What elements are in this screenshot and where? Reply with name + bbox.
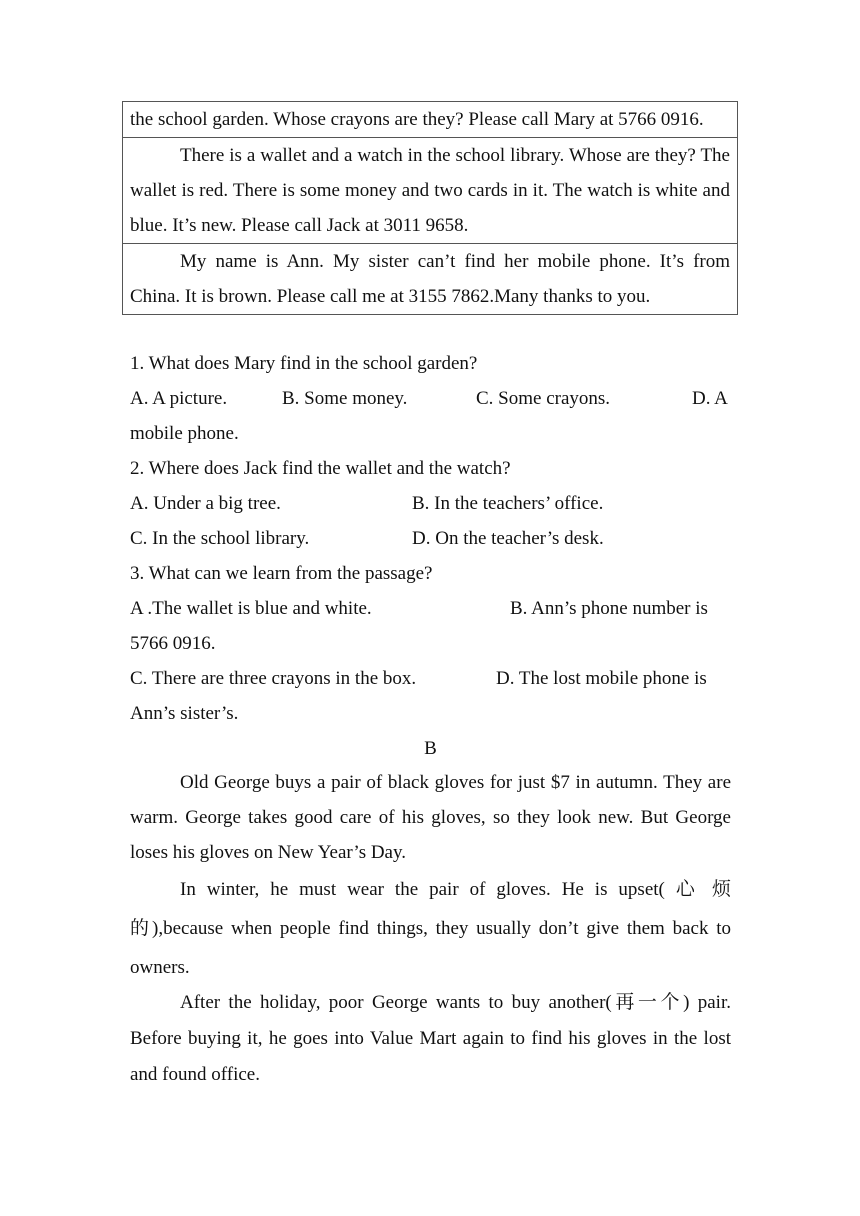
q3-option-b: B. Ann’s phone number is <box>510 598 708 619</box>
q1-option-d-continued: mobile phone. <box>130 423 239 444</box>
q1-option-a: A. A picture. <box>130 388 228 409</box>
lost-and-found-notices-table <box>122 101 738 315</box>
question-1-stem: 1. What does Mary find in the school garden? <box>130 353 478 374</box>
q1-option-d: D. A <box>692 388 728 409</box>
question-2-stem: 2. Where does Jack find the wallet and the watch? <box>130 458 511 479</box>
q1-option-c: C. Some crayons. <box>476 388 611 409</box>
notice-mary: the school garden. Whose crayons are they? Please call Mary at 5766 0916. <box>123 102 738 138</box>
q3-option-a: A .The wallet is blue and white. <box>130 598 372 619</box>
q2-option-b: B. In the teachers’ office. <box>412 493 604 514</box>
q3-option-c: C. There are three crayons in the box. <box>130 668 417 689</box>
q1-option-b: B. Some money. <box>282 388 408 409</box>
section-b-paragraph-3: After the holiday, poor George wants to buy another(再一个) pair. Before buying it, he goes into Value Mart again to find his gloves in the lost and found office. <box>130 992 731 1085</box>
notice-row <box>123 244 738 315</box>
section-b-paragraph-1: Old George buys a pair of black gloves for just $7 in autumn. They are warm. George takes good care of his gloves, so they look new. But George loses his gloves on New Year’s Day. <box>130 772 731 863</box>
notice-ann: My name is Ann. My sister can’t find her mobile phone. It’s from China. It is brown. Please call me at 3155 7862.Many thanks to you. <box>123 244 738 315</box>
section-b-paragraph-2: In winter, he must wear the pair of gloves. He is upset( 心 烦 的),because when people find things, they usually don’t give them back to owners. <box>130 879 731 978</box>
q2-option-c: C. In the school library. <box>130 528 310 549</box>
notice-jack: There is a wallet and a watch in the school library. Whose are they? The wallet is red. There is some money and two cards in it. The watch is white and blue. It’s new. Please call Jack at 3011 9658. <box>123 138 738 244</box>
q2-option-a: A. Under a big tree. <box>130 493 281 514</box>
q3-option-b-continued: 5766 0916. <box>130 633 216 654</box>
q3-option-d-continued: Ann’s sister’s. <box>130 703 239 724</box>
question-3-stem: 3. What can we learn from the passage? <box>130 563 433 584</box>
notice-row <box>123 102 738 138</box>
section-b-heading: B <box>424 738 437 759</box>
notice-row <box>123 138 738 244</box>
q2-option-d: D. On the teacher’s desk. <box>412 528 604 549</box>
q3-option-d: D. The lost mobile phone is <box>496 668 707 689</box>
